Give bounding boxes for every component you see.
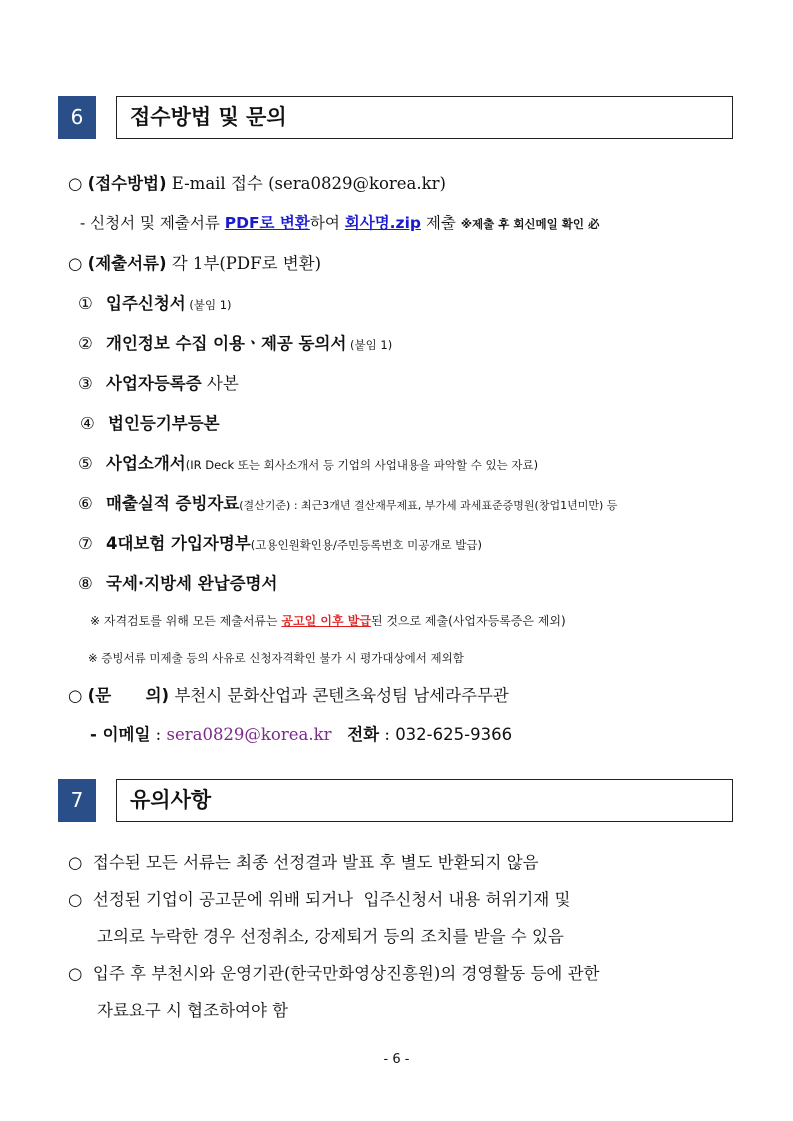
doc-item	[80, 410, 220, 434]
doc-item	[78, 450, 538, 474]
colon: :	[379, 725, 396, 744]
bullet-icon: ○	[68, 890, 83, 909]
method-sub-line	[80, 211, 600, 233]
method-label: (접수방법)	[87, 174, 167, 193]
item-title: 입주신청서	[106, 294, 186, 313]
note-text: ※ 자격검토를 위해 모든 제출서류는	[90, 614, 282, 628]
pdf-highlight: PDF로 변환	[224, 214, 310, 232]
item-detail: (고용인원확인용/주민등록번호 미공개로 발급)	[250, 538, 482, 552]
item-title: 매출실적 증빙자료	[106, 494, 240, 513]
documents-text: 각 1부(PDF로 변환)	[171, 254, 322, 273]
note-text: 접수된 모든 서류는 최종 선정결과 발표 후 별도 반환되지 않음	[92, 853, 539, 872]
contact-line	[90, 721, 512, 745]
item-number: ⑥	[78, 494, 93, 513]
note-item	[68, 849, 539, 873]
item-number: ③	[78, 374, 93, 393]
item-title: 4대보험 가입자명부	[106, 534, 251, 553]
item-number: ⑤	[78, 454, 93, 473]
bullet-icon: ○	[68, 686, 83, 705]
section-title: 유의사항	[116, 779, 733, 822]
inquiry-line	[68, 682, 509, 706]
method-sub-prefix: - 신청서 및 제출서류	[80, 214, 225, 232]
email-label: - 이메일	[90, 725, 151, 744]
item-detail: (붙임 1)	[346, 338, 393, 352]
item-detail: (결산기준) : 최근3개년 결산재무제표, 부가세 과세표준증명원(창업1년미만) 등	[239, 499, 618, 512]
item-title: 사업소개서	[106, 454, 186, 473]
note-item	[68, 960, 599, 984]
item-number: ①	[78, 294, 93, 313]
item-title: 개인정보 수집 이용ㆍ제공 동의서	[106, 334, 347, 353]
item-detail: (IR Deck 또는 회사소개서 등 기업의 사업내용을 파악할 수 있는 자료)	[185, 458, 539, 472]
method-sub-after: 제출	[421, 214, 461, 232]
zip-highlight: 회사명.zip	[344, 214, 421, 232]
note-qualification	[90, 612, 566, 629]
section-7-header	[58, 779, 733, 822]
item-number: ④	[80, 414, 95, 433]
note-text: 입주 후 부천시와 운영기관(한국만화영상진흥원)의 경영활동 등에 관한	[92, 964, 600, 983]
bullet-icon: ○	[68, 853, 83, 872]
doc-item	[78, 530, 482, 554]
item-number: ②	[78, 334, 93, 353]
section-number: 6	[58, 96, 96, 139]
note-text: 선정된 기업이 공고문에 위배 되거나 입주신청서 내용 허위기재 및	[92, 890, 571, 909]
item-detail: (붙임 1)	[185, 298, 232, 312]
doc-item	[78, 290, 232, 314]
documents-label: (제출서류)	[87, 254, 167, 273]
phone-number: 032-625-9366	[395, 725, 513, 744]
documents-line	[68, 250, 321, 274]
section-6-header	[58, 96, 733, 139]
inquiry-label: (문 의)	[87, 686, 170, 705]
email-link[interactable]: sera0829@korea.kr	[166, 725, 332, 744]
doc-item	[78, 570, 277, 594]
inquiry-text: 부천시 문화산업과 콘텐츠육성팀 남세라주무관	[174, 686, 509, 705]
doc-item	[78, 330, 392, 354]
note-item	[68, 886, 570, 910]
method-sub-mid: 하여	[309, 214, 345, 232]
method-text: E-mail 접수 (sera0829@korea.kr)	[171, 174, 446, 193]
item-number: ⑧	[78, 574, 93, 593]
phone-label: 전화	[347, 725, 380, 744]
item-detail: 사본	[201, 374, 239, 393]
note-red-highlight: 공고일 이후 발급	[281, 614, 371, 628]
doc-item	[78, 490, 617, 514]
note-exclusion: ※ 증빙서류 미제출 등의 사유로 신청자격확인 불가 시 평가대상에서 제외함	[88, 651, 464, 665]
bullet-icon: ○	[68, 964, 83, 983]
method-line	[68, 170, 446, 194]
item-title: 사업자등록증	[106, 374, 202, 393]
colon: :	[150, 725, 167, 744]
method-note: ※제출 후 회신메일 확인 必	[460, 217, 600, 231]
section-title: 접수방법 및 문의	[116, 96, 733, 139]
bullet-icon: ○	[68, 174, 83, 193]
note-continuation: 자료요구 시 협조하여야 함	[97, 1001, 289, 1020]
bullet-icon: ○	[68, 254, 83, 273]
doc-item	[78, 370, 239, 394]
item-title: 국세·지방세 완납증명서	[106, 574, 278, 593]
note-text: 된 것으로 제출(사업자등록증은 제외)	[370, 614, 566, 628]
note-continuation: 고의로 누락한 경우 선정취소, 강제퇴거 등의 조치를 받을 수 있음	[97, 927, 564, 946]
section-number: 7	[58, 779, 96, 822]
item-number: ⑦	[78, 534, 93, 553]
page-number: - 6 -	[383, 1052, 410, 1067]
item-title: 법인등기부등본	[108, 414, 220, 433]
